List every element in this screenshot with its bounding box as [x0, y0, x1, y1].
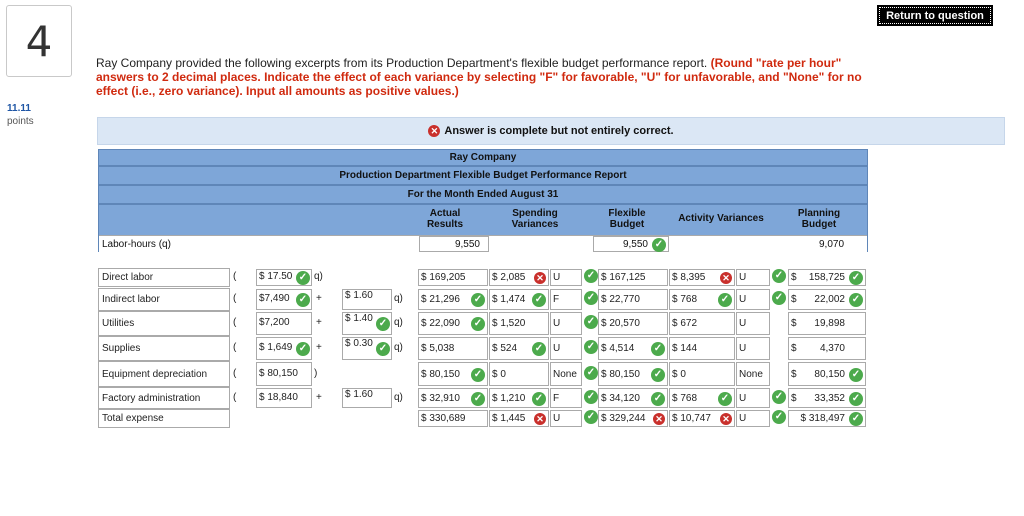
dollar-sign: $ [791, 393, 797, 404]
planning-budget-value: 4,370 [819, 343, 845, 354]
incorrect-icon: ✕ [720, 413, 732, 425]
report-company [98, 149, 868, 166]
expense-row [98, 361, 868, 387]
fixed-cost-value: $ 17.50 [259, 271, 293, 282]
actual-results-value: $ 21,296 [421, 294, 460, 305]
spending-effect-value: None [553, 369, 577, 380]
fixed-cost-input[interactable] [256, 269, 312, 286]
variable-rate-value: $ 0.30 [345, 338, 373, 349]
report-period [98, 185, 868, 204]
check-icon: ✓ [651, 342, 665, 356]
check-icon: ✓ [584, 340, 598, 354]
planning-budget-input[interactable] [788, 388, 866, 408]
q-paren: ) [314, 368, 318, 379]
plus-sign: + [316, 293, 322, 304]
activity-effect-value: None [739, 369, 763, 380]
activity-variance-input[interactable] [669, 388, 735, 408]
incorrect-icon: ✕ [534, 413, 546, 425]
check-icon: ✓ [772, 291, 786, 305]
check-icon: ✓ [849, 271, 863, 285]
plus-sign: + [316, 342, 322, 353]
activity-variance-value: $ 768 [672, 393, 698, 404]
activity-effect-value: U [739, 393, 747, 404]
check-icon: ✓ [651, 368, 665, 382]
fixed-cost-input[interactable] [256, 337, 312, 360]
spending-effect-value: U [553, 413, 561, 424]
col-planning-header: Planning Budget [797, 208, 841, 230]
planning-budget-input[interactable] [788, 362, 866, 386]
activity-variance-input[interactable] [669, 362, 735, 386]
activity-variance-input[interactable] [669, 269, 735, 286]
activity-variance-value: $ 0 [672, 369, 686, 380]
check-icon: ✓ [376, 342, 390, 356]
open-paren: ( [233, 271, 237, 282]
expense-row [98, 336, 868, 361]
check-icon: ✓ [584, 315, 598, 329]
check-icon: ✓ [718, 392, 732, 406]
check-icon: ✓ [772, 269, 786, 283]
fixed-cost-value: $ 80,150 [259, 368, 298, 379]
actual-results-input[interactable] [418, 337, 488, 360]
report-company-text: Ray Company [449, 152, 517, 163]
variable-rate-input[interactable] [342, 388, 392, 408]
spending-variance-value: $ 524 [492, 343, 518, 354]
check-icon: ✓ [584, 390, 598, 404]
planning-budget-input[interactable] [788, 337, 866, 360]
spending-effect-value: F [553, 294, 560, 305]
activity-effect-select[interactable] [736, 337, 770, 360]
activity-effect-select[interactable] [736, 388, 770, 408]
planning-budget-value: 22,002 [814, 294, 845, 305]
row-label-text: Total expense [102, 413, 164, 424]
actual-results-input[interactable] [418, 388, 488, 408]
spending-variance-value: $ 1,520 [492, 318, 526, 329]
check-icon: ✓ [652, 238, 666, 252]
flexible-budget-value: $ 329,244 [601, 413, 646, 424]
actual-results-input[interactable] [418, 410, 488, 427]
flexible-budget-input[interactable] [598, 269, 668, 286]
actual-results-input[interactable] [418, 312, 488, 335]
spending-effect-value: F [553, 393, 560, 404]
spending-variance-input[interactable] [489, 388, 549, 408]
incorrect-icon: ✕ [428, 125, 440, 137]
planning-budget-input[interactable] [788, 410, 866, 427]
row-label [98, 268, 230, 287]
spending-effect-select[interactable] [550, 410, 582, 427]
row-label [98, 311, 230, 336]
check-icon: ✓ [471, 293, 485, 307]
check-icon: ✓ [584, 291, 598, 305]
activity-effect-select[interactable] [736, 289, 770, 310]
spending-variance-input[interactable] [489, 269, 549, 286]
actual-results-input[interactable] [418, 269, 488, 286]
spending-variance-input[interactable] [489, 312, 549, 335]
spending-effect-select[interactable] [550, 388, 582, 408]
spending-effect-select[interactable] [550, 312, 582, 335]
open-paren: ( [233, 368, 237, 379]
flexible-budget-value: $ 80,150 [601, 369, 640, 380]
banner-text: Answer is complete but not entirely correct. [444, 125, 674, 137]
spending-variance-value: $ 0 [492, 369, 506, 380]
check-icon: ✓ [532, 342, 546, 356]
check-icon: ✓ [849, 412, 863, 426]
dollar-sign: $ [791, 272, 797, 283]
activity-effect-select[interactable] [736, 362, 770, 386]
row-label [98, 288, 230, 311]
activity-effect-select[interactable] [736, 312, 770, 335]
activity-variance-value: $ 144 [672, 343, 698, 354]
row-label-text: Supplies [102, 343, 141, 354]
activity-variance-value: $ 10,747 [672, 413, 711, 424]
actual-results-value: $ 169,205 [421, 272, 466, 283]
variable-rate-input[interactable] [342, 337, 392, 360]
activity-variance-input[interactable] [669, 337, 735, 360]
actual-results-input[interactable] [418, 362, 488, 386]
activity-variance-input[interactable] [669, 410, 735, 427]
spending-effect-value: U [553, 343, 561, 354]
check-icon: ✓ [296, 342, 310, 356]
incorrect-icon: ✕ [534, 272, 546, 284]
check-icon: ✓ [532, 293, 546, 307]
flexible-budget-value: $ 167,125 [601, 272, 646, 283]
check-icon: ✓ [296, 271, 310, 285]
q-paren: q) [314, 271, 323, 282]
actual-results-value: $ 80,150 [421, 369, 460, 380]
planning-budget-input[interactable] [788, 289, 866, 310]
spending-variance-value: $ 2,085 [492, 272, 526, 283]
check-icon: ✓ [651, 392, 665, 406]
spending-effect-select[interactable] [550, 289, 582, 310]
question-number-text: 4 [25, 16, 53, 66]
row-label [98, 409, 230, 428]
spending-variance-input[interactable] [489, 289, 549, 310]
report-title-text: Production Department Flexible Budget Performance Report [339, 170, 627, 181]
actual-results-value: $ 22,090 [421, 318, 460, 329]
row-label-text: Equipment depreciation [102, 368, 208, 380]
check-icon: ✓ [584, 269, 598, 283]
spending-effect-select[interactable] [550, 362, 582, 386]
labor-planning-value: 9,070 [819, 239, 845, 250]
flexible-budget-value: $ 4,514 [601, 343, 635, 354]
open-paren: ( [233, 392, 237, 403]
actual-results-value: $ 5,038 [421, 343, 455, 354]
labor-actual-input[interactable] [419, 236, 489, 252]
actual-results-value: $ 330,689 [421, 413, 466, 424]
planning-budget-input[interactable] [788, 312, 866, 335]
flexible-budget-value: $ 22,770 [601, 294, 640, 305]
fixed-cost-value: $ 18,840 [259, 392, 298, 403]
answer-status-banner [97, 117, 1005, 145]
q-paren: q) [394, 293, 403, 304]
planning-budget-input[interactable] [788, 269, 866, 286]
labor-flexible-input[interactable] [593, 236, 669, 252]
open-paren: ( [233, 293, 237, 304]
dollar-sign: $ [791, 343, 797, 354]
dollar-sign: $ [791, 294, 797, 305]
spending-effect-value: U [553, 272, 561, 283]
check-icon: ✓ [471, 368, 485, 382]
q-paren: q) [394, 342, 403, 353]
check-icon: ✓ [772, 410, 786, 424]
check-icon: ✓ [376, 317, 390, 331]
check-icon: ✓ [532, 392, 546, 406]
planning-budget-value: $ 318,497 [800, 413, 845, 424]
incorrect-icon: ✕ [653, 413, 665, 425]
row-label-text: Factory administration [102, 392, 201, 404]
flexible-budget-input[interactable] [598, 410, 668, 427]
flexible-budget-input[interactable] [598, 388, 668, 408]
expense-row [98, 268, 868, 287]
row-label [98, 336, 230, 361]
activity-variance-value: $ 672 [672, 318, 698, 329]
activity-effect-value: U [739, 413, 747, 424]
flexible-budget-value: $ 34,120 [601, 393, 640, 404]
fixed-cost-input[interactable] [256, 362, 312, 386]
check-icon: ✓ [584, 410, 598, 424]
activity-effect-value: U [739, 318, 747, 329]
open-paren: ( [233, 342, 237, 353]
expense-row [98, 387, 868, 409]
dollar-sign: $ [791, 369, 797, 380]
col-spending-header: Spending Variances [511, 208, 559, 230]
planning-budget-value: 80,150 [814, 369, 845, 380]
points-value: 11.11 [7, 103, 31, 114]
check-icon: ✓ [849, 293, 863, 307]
activity-variance-input[interactable] [669, 289, 735, 310]
prompt-text: Ray Company provided the following excerpts from its Production Department's flexible budget performance report. [96, 56, 708, 70]
plus-sign: + [316, 392, 322, 403]
check-icon: ✓ [849, 368, 863, 382]
variable-rate-value: $ 1.60 [345, 389, 373, 400]
fixed-cost-input[interactable] [256, 388, 312, 408]
col-actual-header: Actual Results [426, 208, 464, 230]
performance-report-table [98, 149, 868, 430]
labor-flexible-value: 9,550 [622, 239, 648, 250]
report-title [98, 166, 868, 185]
activity-variance-value: $ 8,395 [672, 272, 706, 283]
flexible-budget-input[interactable] [598, 312, 668, 335]
actual-results-value: $ 32,910 [421, 393, 460, 404]
variable-rate-value: $ 1.60 [345, 290, 373, 301]
fixed-cost-value: $7,200 [259, 317, 290, 328]
check-icon: ✓ [471, 317, 485, 331]
q-paren: q) [394, 317, 403, 328]
spending-variance-value: $ 1,210 [492, 393, 526, 404]
report-period-text: For the Month Ended August 31 [407, 189, 559, 200]
variable-rate-value: $ 1.40 [345, 313, 373, 324]
row-label [98, 387, 230, 409]
row-label-text: Indirect labor [102, 294, 160, 305]
spending-variance-input[interactable] [489, 362, 549, 386]
spending-variance-input[interactable] [489, 337, 549, 360]
fixed-cost-value: $7,490 [259, 293, 290, 304]
fixed-cost-input[interactable] [256, 289, 312, 310]
dollar-sign: $ [791, 318, 797, 329]
row-label [98, 361, 230, 387]
check-icon: ✓ [718, 293, 732, 307]
activity-effect-select[interactable] [736, 410, 770, 427]
spending-variance-input[interactable] [489, 410, 549, 427]
fixed-cost-value: $ 1,649 [259, 342, 293, 353]
open-paren: ( [233, 317, 237, 328]
flexible-budget-input[interactable] [598, 289, 668, 310]
flexible-budget-input[interactable] [598, 337, 668, 360]
spending-variance-value: $ 1,474 [492, 294, 526, 305]
spending-effect-select[interactable] [550, 337, 582, 360]
plus-sign: + [316, 317, 322, 328]
check-icon: ✓ [772, 390, 786, 404]
question-prompt [96, 56, 866, 98]
total-expense-row [98, 409, 868, 428]
variable-rate-input[interactable] [342, 289, 392, 310]
q-paren: q) [394, 392, 403, 403]
points-label: points [7, 116, 34, 127]
activity-effect-value: U [739, 294, 747, 305]
activity-variance-input[interactable] [669, 312, 735, 335]
question-number [6, 5, 72, 77]
labor-hours-label: Labor-hours (q) [102, 239, 171, 250]
row-label-text: Direct labor [102, 272, 154, 283]
spending-effect-value: U [553, 318, 561, 329]
activity-effect-value: U [739, 343, 747, 354]
column-header-row [98, 204, 868, 252]
spending-variance-value: $ 1,445 [492, 413, 526, 424]
return-to-question-button[interactable]: Return to question [877, 5, 993, 26]
planning-budget-value: 33,352 [814, 393, 845, 404]
spending-effect-select[interactable] [550, 269, 582, 286]
variable-rate-input[interactable] [342, 312, 392, 335]
planning-budget-value: 158,725 [808, 272, 845, 283]
labor-hours-row [99, 235, 867, 252]
activity-variance-value: $ 768 [672, 294, 698, 305]
prompt-instruction: (Round "rate per hour" answers to 2 decimal places. Indicate the effect of each variance by selecting "F" for favorable, "U" for unfavorable, and "None" for no effect (i.e., zero variance). Input all amounts as positive values.) [96, 56, 862, 98]
row-label-text: Utilities [102, 318, 135, 329]
labor-actual-value: 9,550 [454, 239, 480, 250]
check-icon: ✓ [849, 392, 863, 406]
activity-effect-select[interactable] [736, 269, 770, 286]
planning-budget-value: 19,898 [814, 318, 845, 329]
fixed-cost-input[interactable] [256, 312, 312, 335]
col-activity-header: Activity Variances [678, 213, 764, 224]
flexible-budget-input[interactable] [598, 362, 668, 386]
activity-effect-value: U [739, 272, 747, 283]
check-icon: ✓ [471, 392, 485, 406]
col-flexible-header: Flexible Budget [608, 208, 646, 230]
expense-row [98, 288, 868, 311]
check-icon: ✓ [296, 293, 310, 307]
check-icon: ✓ [584, 366, 598, 380]
incorrect-icon: ✕ [720, 272, 732, 284]
expense-row [98, 311, 868, 336]
actual-results-input[interactable] [418, 289, 488, 310]
flexible-budget-value: $ 20,570 [601, 318, 640, 329]
